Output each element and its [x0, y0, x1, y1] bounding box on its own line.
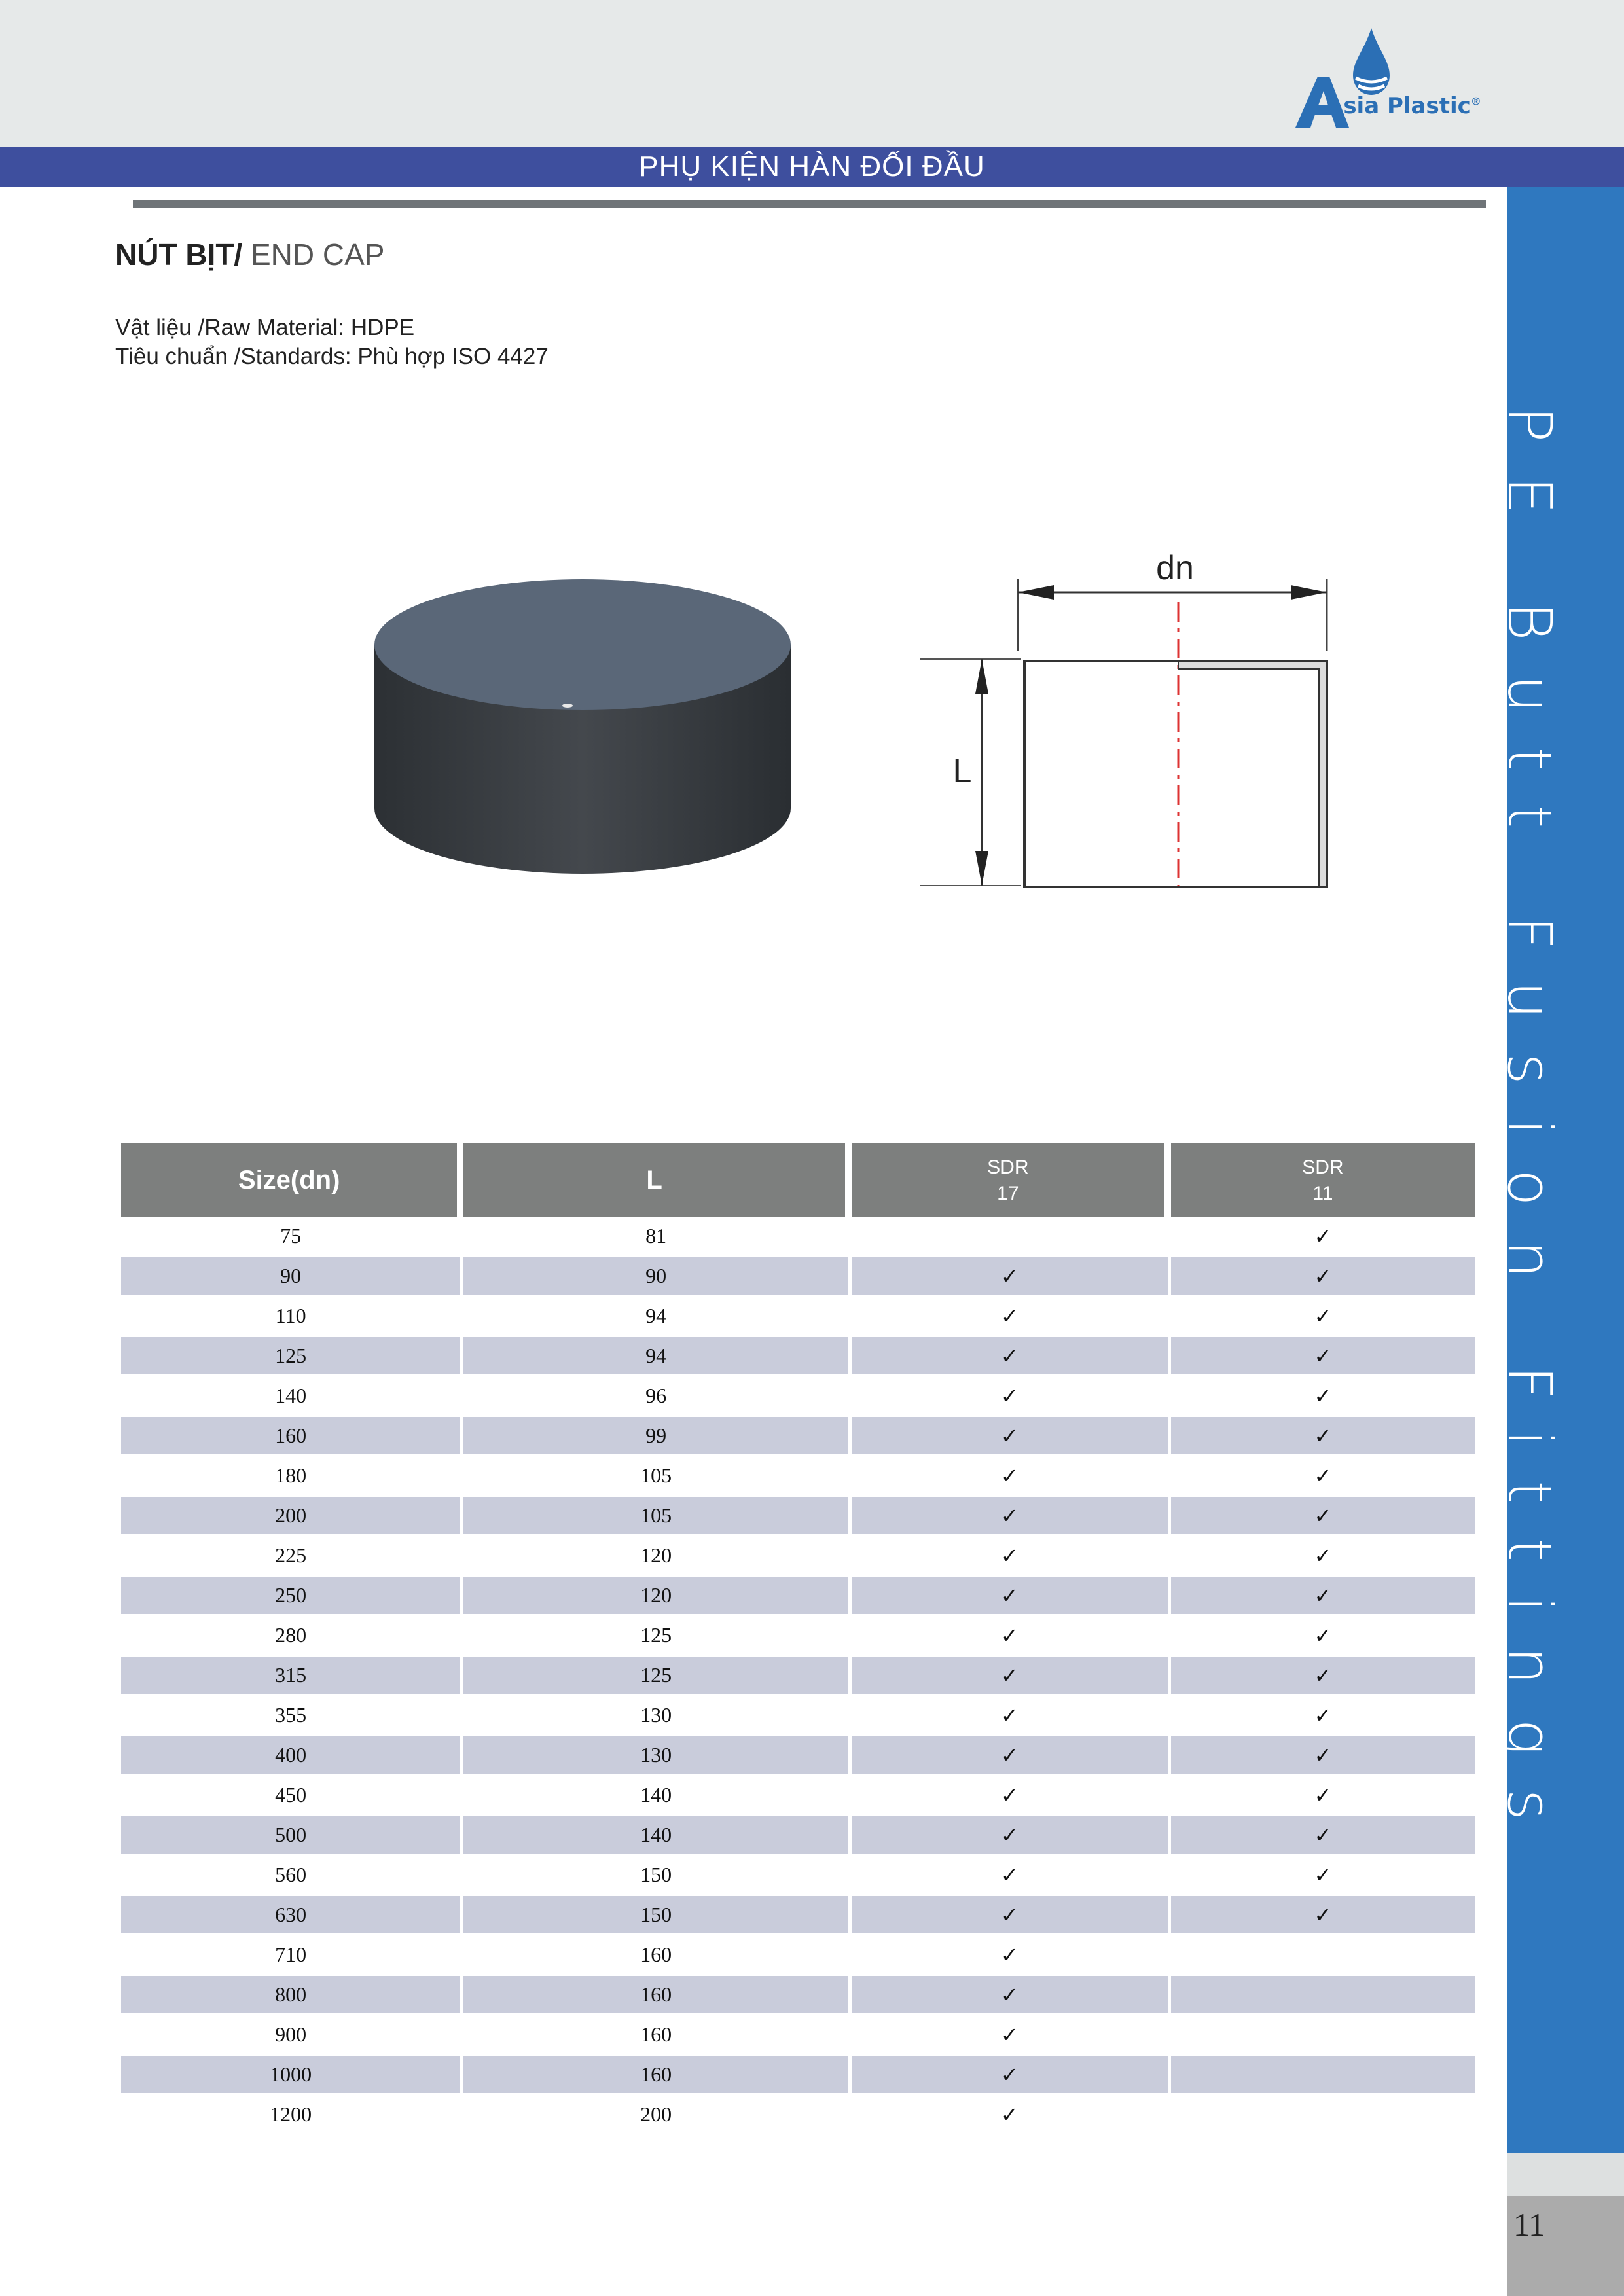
sdr11-cell: ✓: [1171, 1537, 1475, 1577]
size-cell: 140: [121, 1377, 460, 1417]
size-cell: 200: [121, 1497, 460, 1537]
sdr11-cell: ✓: [1171, 1776, 1475, 1816]
table-row: [121, 1736, 1475, 1776]
table-row: [121, 2056, 1475, 2096]
sdr17-cell: ✓: [852, 1617, 1168, 1657]
page-number: 11: [1513, 2206, 1545, 2243]
sdr11-cell: ✓: [1171, 1377, 1475, 1417]
sdr17-cell: ✓: [852, 1696, 1168, 1736]
col-sdr11-header: SDR 11: [1171, 1143, 1475, 1217]
sdr17-cell: ✓: [852, 1337, 1168, 1377]
table-row: [121, 1696, 1475, 1736]
l-cell: 200: [463, 2096, 848, 2136]
l-cell: 160: [463, 1976, 848, 2016]
l-cell: 160: [463, 2056, 848, 2096]
l-cell: 150: [463, 1896, 848, 1936]
sdr17-cell: ✓: [852, 1457, 1168, 1497]
end-cap-technical-drawing: [913, 530, 1384, 897]
sdr17-cell: ✓: [852, 1297, 1168, 1337]
sdr11-cell: [1171, 2056, 1475, 2096]
sdr17-cell: [852, 1217, 1168, 1257]
sdr17-cell: ✓: [852, 1736, 1168, 1776]
sdr17-cell: ✓: [852, 1497, 1168, 1537]
size-cell: 1000: [121, 2056, 460, 2096]
size-cell: 560: [121, 1856, 460, 1896]
sdr17-cell: ✓: [852, 1816, 1168, 1856]
size-cell: 90: [121, 1257, 460, 1297]
table-row: [121, 1377, 1475, 1417]
col-size-header: Size(dn): [121, 1143, 460, 1217]
sdr17-cell: ✓: [852, 2056, 1168, 2096]
sidebar-gap: [1507, 2153, 1624, 2196]
sdr11-cell: ✓: [1171, 1417, 1475, 1457]
sdr17-cell: ✓: [852, 1936, 1168, 1976]
size-cell: 355: [121, 1696, 460, 1736]
size-cell: 250: [121, 1577, 460, 1617]
sdr11-cell: ✓: [1171, 1696, 1475, 1736]
sdr11-cell: ✓: [1171, 1577, 1475, 1617]
sdr17-cell: ✓: [852, 1776, 1168, 1816]
sdr11-cell: ✓: [1171, 1297, 1475, 1337]
l-cell: 150: [463, 1856, 848, 1896]
table-row: [121, 1577, 1475, 1617]
table-row: [121, 1457, 1475, 1497]
size-cell: 630: [121, 1896, 460, 1936]
product-name-en: END CAP: [242, 238, 385, 272]
sdr11-cell: ✓: [1171, 1657, 1475, 1696]
l-cell: 130: [463, 1736, 848, 1776]
sdr17-cell: ✓: [852, 1377, 1168, 1417]
sdr17-cell: ✓: [852, 2016, 1168, 2056]
sdr11-cell: ✓: [1171, 1896, 1475, 1936]
size-cell: 710: [121, 1936, 460, 1976]
sdr17-cell: ✓: [852, 1537, 1168, 1577]
sdr17-cell: ✓: [852, 1896, 1168, 1936]
table-row: [121, 1896, 1475, 1936]
size-cell: 315: [121, 1657, 460, 1696]
sdr11-cell: [1171, 1936, 1475, 1976]
col-sdr17-header: SDR 17: [852, 1143, 1168, 1217]
sdr11-cell: ✓: [1171, 1257, 1475, 1297]
size-cell: 900: [121, 2016, 460, 2056]
l-cell: 94: [463, 1297, 848, 1337]
material-spec: Vật liệu /Raw Material: HDPE: [115, 315, 415, 340]
l-cell: 125: [463, 1617, 848, 1657]
dim-dn-label: dn: [1156, 549, 1194, 587]
sdr17-cell: ✓: [852, 1657, 1168, 1696]
sdr11-cell: ✓: [1171, 1617, 1475, 1657]
table-row: [121, 1297, 1475, 1337]
sdr17-cell: ✓: [852, 1577, 1168, 1617]
sdr11-cell: ✓: [1171, 1816, 1475, 1856]
size-cell: 400: [121, 1736, 460, 1776]
sdr11-cell: ✓: [1171, 1736, 1475, 1776]
sdr17-cell: ✓: [852, 1976, 1168, 2016]
product-name-vi: NÚT BỊT/: [115, 238, 243, 272]
l-cell: 90: [463, 1257, 848, 1297]
size-cell: 1200: [121, 2096, 460, 2136]
l-cell: 105: [463, 1497, 848, 1537]
dim-l-label: L: [952, 752, 972, 790]
section-banner: [0, 147, 1624, 187]
size-cell: 500: [121, 1816, 460, 1856]
size-cell: 160: [121, 1417, 460, 1457]
sdr11-cell: [1171, 2016, 1475, 2056]
l-cell: 130: [463, 1696, 848, 1736]
size-cell: 125: [121, 1337, 460, 1377]
l-cell: 140: [463, 1776, 848, 1816]
l-cell: 99: [463, 1417, 848, 1457]
table-row: [121, 2016, 1475, 2056]
l-cell: 96: [463, 1377, 848, 1417]
sdr11-cell: ✓: [1171, 1856, 1475, 1896]
banner-title: PHỤ KIỆN HÀN ĐỐI ĐẦU: [639, 151, 985, 183]
size-cell: 110: [121, 1297, 460, 1337]
col-l-header: L: [463, 1143, 848, 1217]
sdr11-cell: ✓: [1171, 1457, 1475, 1497]
sdr11-cell: [1171, 2096, 1475, 2136]
table-row: [121, 1657, 1475, 1696]
l-cell: 81: [463, 1217, 848, 1257]
sdr17-cell: ✓: [852, 1856, 1168, 1896]
table-row: [121, 1976, 1475, 2016]
sdr11-cell: ✓: [1171, 1497, 1475, 1537]
size-cell: 180: [121, 1457, 460, 1497]
table-row: [121, 1617, 1475, 1657]
table-row: [121, 1417, 1475, 1457]
size-table: [118, 1143, 1478, 2136]
table-row: [121, 1816, 1475, 1856]
l-cell: 94: [463, 1337, 848, 1377]
end-cap-product-image: [367, 560, 799, 880]
table-row: [121, 1257, 1475, 1297]
table-row: [121, 2096, 1475, 2136]
size-cell: 450: [121, 1776, 460, 1816]
size-cell: 800: [121, 1976, 460, 2016]
size-cell: 75: [121, 1217, 460, 1257]
product-title: [115, 237, 384, 272]
l-cell: 140: [463, 1816, 848, 1856]
table-row: [121, 1497, 1475, 1537]
l-cell: 160: [463, 1936, 848, 1976]
sdr11-cell: [1171, 1976, 1475, 2016]
sdr17-cell: ✓: [852, 1257, 1168, 1297]
l-cell: 105: [463, 1457, 848, 1497]
table-row: [121, 1856, 1475, 1896]
sdr11-cell: ✓: [1171, 1217, 1475, 1257]
size-cell: 225: [121, 1537, 460, 1577]
l-cell: 120: [463, 1577, 848, 1617]
standard-spec: Tiêu chuẩn /Standards: Phù hợp ISO 4427: [115, 344, 549, 369]
table-row: [121, 1537, 1475, 1577]
sdr17-cell: ✓: [852, 1417, 1168, 1457]
table-row: [121, 1936, 1475, 1976]
l-cell: 120: [463, 1537, 848, 1577]
size-cell: 280: [121, 1617, 460, 1657]
table-row: [121, 1776, 1475, 1816]
brand-name: Asia Plastic®: [1326, 93, 1481, 119]
table-row: [121, 1337, 1475, 1377]
water-drop-icon: [1353, 28, 1390, 95]
divider-rule: [133, 200, 1486, 208]
sdr17-cell: ✓: [852, 2096, 1168, 2136]
table-header-row: [121, 1143, 1475, 1217]
sdr11-cell: ✓: [1171, 1337, 1475, 1377]
table-row: [121, 1217, 1475, 1257]
l-cell: 160: [463, 2016, 848, 2056]
l-cell: 125: [463, 1657, 848, 1696]
